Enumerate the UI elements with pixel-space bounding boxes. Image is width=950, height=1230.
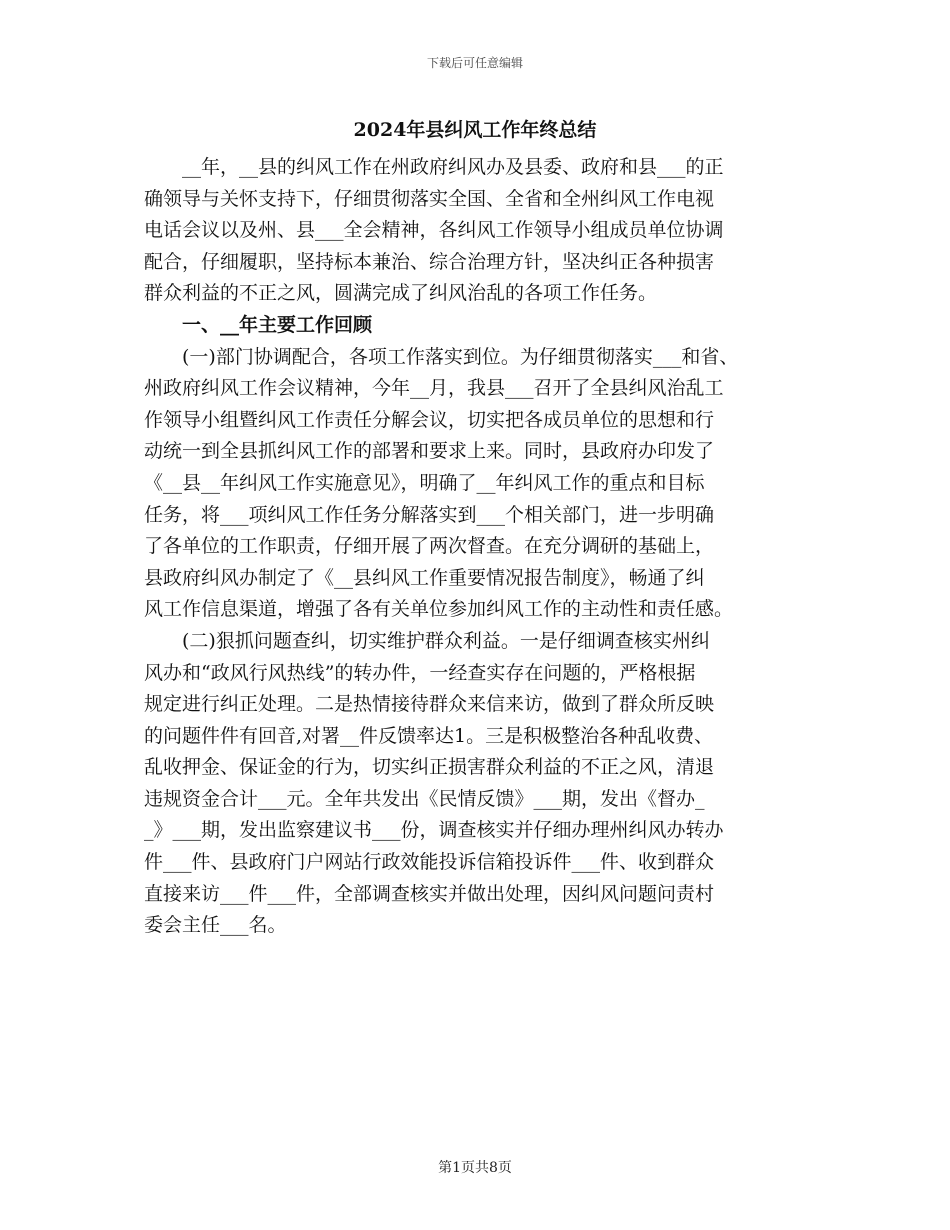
body-line: 直接来访___件___件，全部调查核实并做出处理，因纠风问题问责村 xyxy=(144,882,715,905)
body-line: 规定进行纠正处理。二是热情接待群众来信来访，做到了群众所反映 xyxy=(144,693,715,716)
body-line: 件___件、县政府门户网站行政效能投诉信箱投诉件___件、收到群众 xyxy=(144,851,715,874)
body-line: (二)狠抓问题查纠，切实维护群众利益。一是仔细调查核实州纠 xyxy=(144,629,710,652)
page-number-footer: 第1页共8页 xyxy=(438,1160,512,1176)
body-line: 的问题件件有回音,对署__件反馈率达1。三是积极整治各种乱收费、 xyxy=(144,724,714,747)
body-line: __年，__县的纠风工作在州政府纠风办及县委、政府和县___的正 xyxy=(144,156,724,178)
body-line: 电话会议以及州、县___全会精神，各纠风工作领导小组成员单位协调 xyxy=(144,219,724,242)
body-line: 确领导与关怀支持下，仔细贯彻落实全国、全省和全州纠风工作电视 xyxy=(144,187,715,210)
body-line: 县政府纠风办制定了《__县纠风工作重要情况报告制度》，畅通了纠 xyxy=(144,566,705,589)
body-line: 州政府纠风工作会议精神，今年__月，我县___召开了全县纠风治乱工 xyxy=(144,377,724,400)
body-line: 动统一到全县抓纠风工作的部署和要求上来。同时，县政府办印发了 xyxy=(144,440,715,463)
body-line: 配合，仔细履职，坚持标本兼治、综合治理方针，坚决纠正各种损害 xyxy=(144,250,715,273)
body-line: 风工作信息渠道，增强了各有关单位参加纠风工作的主动性和责任感。 xyxy=(144,598,734,621)
body-line: 委会主任___名。 xyxy=(144,914,287,937)
body-line: _》___期，发出监察建议书___份，调查核实并仔细办理州纠风办转办 xyxy=(144,819,724,842)
section-heading: 一、__年主要工作回顾 xyxy=(144,313,373,336)
body-line: 《__县__年纠风工作实施意见》，明确了__年纠风工作的重点和目标 xyxy=(144,471,705,494)
body-line: 违规资金合计___元。全年共发出《民情反馈》___期，发出《督办_ xyxy=(144,787,705,810)
body-line: (一)部门协调配合，各项工作落实到位。为仔细贯彻落实___和省、 xyxy=(144,345,739,368)
document-title: 2024年县纠风工作年终总结 xyxy=(353,119,597,141)
body-line: 群众利益的不正之风，圆满完成了纠风治乱的各项工作任务。 xyxy=(144,282,658,305)
body-line: 乱收押金、保证金的行为，切实纠正损害群众利益的不正之风，清退 xyxy=(144,756,715,779)
body-line: 风办和“政风行风热线”的转办件，一经查实存在问题的，严格根据 xyxy=(144,661,696,684)
document-body xyxy=(144,152,808,942)
body-line: 了各单位的工作职责，仔细开展了两次督查。在充分调研的基础上， xyxy=(144,535,715,558)
header-note: 下载后可任意编辑 xyxy=(426,56,523,70)
body-line: 任务，将___项纠风工作任务分解落实到___个相关部门，进一步明确 xyxy=(144,503,715,526)
body-line: 作领导小组暨纠风工作责任分解会议，切实把各成员单位的思想和行 xyxy=(144,408,715,431)
